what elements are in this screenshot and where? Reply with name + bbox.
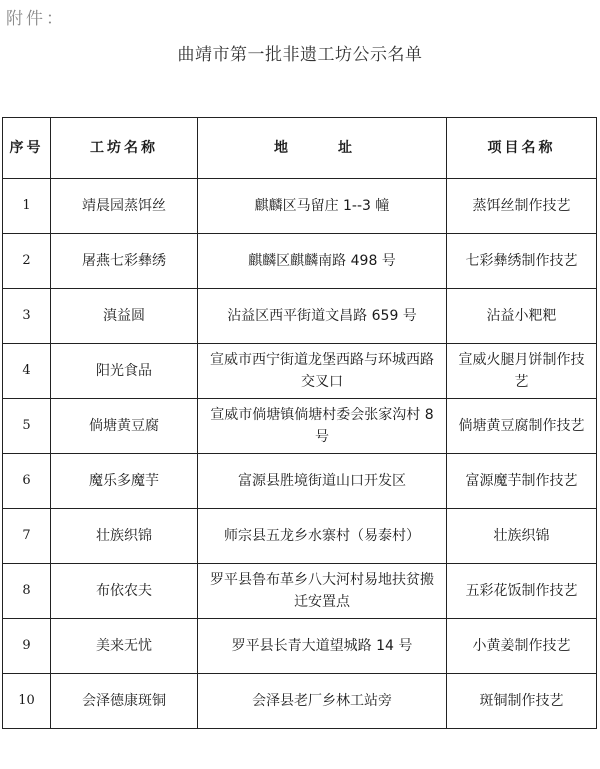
- project-name-cell: 蒸饵丝制作技艺: [447, 179, 597, 234]
- header-workshop-name: 工坊名称: [51, 118, 198, 179]
- workshop-name-cell: 美来无忧: [51, 619, 198, 674]
- document-title: 曲靖市第一批非遗工坊公示名单: [177, 45, 423, 65]
- workshop-name-cell: 会泽德康斑铜: [51, 674, 198, 729]
- project-name-cell: 斑铜制作技艺: [447, 674, 597, 729]
- project-name-cell: 小黄姜制作技艺: [447, 619, 597, 674]
- project-name-cell: 富源魔芋制作技艺: [447, 454, 597, 509]
- table-row: [3, 179, 597, 234]
- serial-cell: 5: [3, 399, 51, 454]
- address-cell: 罗平县鲁布革乡八大河村易地扶贫搬迁安置点: [198, 564, 447, 619]
- serial-cell: 6: [3, 454, 51, 509]
- table-row: [3, 509, 597, 564]
- address-cell: 沾益区西平街道文昌路 659 号: [198, 289, 447, 344]
- serial-cell: 2: [3, 234, 51, 289]
- project-name-cell: 五彩花饭制作技艺: [447, 564, 597, 619]
- address-cell: 师宗县五龙乡水寨村（易泰村）: [198, 509, 447, 564]
- serial-cell: 10: [3, 674, 51, 729]
- table-row: [3, 234, 597, 289]
- table-row: [3, 289, 597, 344]
- workshop-name-cell: 靖晨园蒸饵丝: [51, 179, 198, 234]
- table-row: [3, 399, 597, 454]
- address-cell: 会泽县老厂乡林工站旁: [198, 674, 447, 729]
- address-cell: 麒麟区麒麟南路 498 号: [198, 234, 447, 289]
- workshop-name-cell: 布依农夫: [51, 564, 198, 619]
- address-cell: 宣威市西宁街道龙堡西路与环城西路交叉口: [198, 344, 447, 399]
- table-row: [3, 564, 597, 619]
- address-cell: 罗平县长青大道望城路 14 号: [198, 619, 447, 674]
- header-project-name: 项目名称: [447, 118, 597, 179]
- project-name-cell: 倘塘黄豆腐制作技艺: [447, 399, 597, 454]
- table-body: [3, 179, 597, 729]
- table-row: [3, 454, 597, 509]
- serial-cell: 1: [3, 179, 51, 234]
- table-header-row: [3, 118, 597, 179]
- project-name-cell: 七彩彝绣制作技艺: [447, 234, 597, 289]
- workshop-name-cell: 屠燕七彩彝绣: [51, 234, 198, 289]
- serial-cell: 7: [3, 509, 51, 564]
- address-cell: 麒麟区马留庄 1--3 幢: [198, 179, 447, 234]
- serial-cell: 8: [3, 564, 51, 619]
- heritage-workshop-table: [2, 117, 597, 729]
- serial-cell: 9: [3, 619, 51, 674]
- workshop-name-cell: 魔乐多魔芋: [51, 454, 198, 509]
- address-cell: 富源县胜境街道山口开发区: [198, 454, 447, 509]
- project-name-cell: 壮族织锦: [447, 509, 597, 564]
- header-serial: 序号: [3, 118, 51, 179]
- address-cell: 宣威市倘塘镇倘塘村委会张家沟村 8 号: [198, 399, 447, 454]
- attachment-label: 附件：: [6, 9, 66, 29]
- project-name-cell: 宣威火腿月饼制作技艺: [447, 344, 597, 399]
- serial-cell: 4: [3, 344, 51, 399]
- table-row: [3, 619, 597, 674]
- table-row: [3, 674, 597, 729]
- serial-cell: 3: [3, 289, 51, 344]
- project-name-cell: 沾益小粑粑: [447, 289, 597, 344]
- header-address: 地 址: [198, 118, 447, 179]
- workshop-name-cell: 倘塘黄豆腐: [51, 399, 198, 454]
- workshop-name-cell: 滇益圆: [51, 289, 198, 344]
- workshop-name-cell: 壮族织锦: [51, 509, 198, 564]
- workshop-name-cell: 阳光食品: [51, 344, 198, 399]
- table-row: [3, 344, 597, 399]
